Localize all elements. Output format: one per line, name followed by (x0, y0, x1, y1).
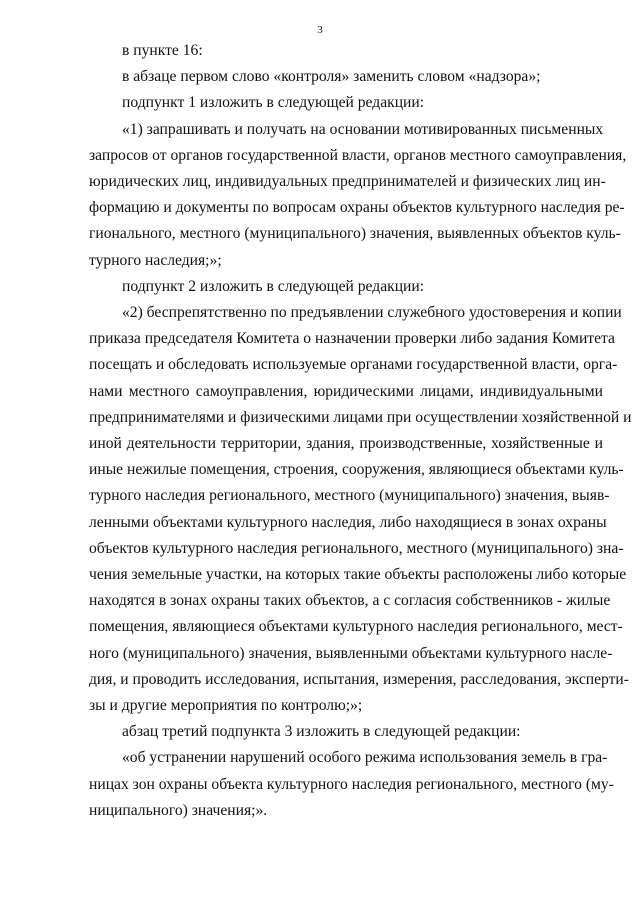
text-line: турного наследия;»; (89, 251, 222, 269)
text-line: формацию и документы по вопросам охраны объектов культурного наследия ре- (89, 199, 625, 217)
text-line: подпункт 1 изложить в следующей редакции: (122, 94, 425, 112)
document-body (89, 38, 632, 824)
text-line: дия, и проводить исследования, испытания, измерения, расследования, эксперти- (89, 670, 629, 688)
page-number: 3 (317, 24, 323, 36)
text-line: приказа председателя Комитета о назначении проверки либо задания Комитета (89, 330, 615, 348)
text-line: посещать и обследовать используемые органами государственной власти, орга- (89, 356, 618, 374)
text-line: предпринимателями и физическими лицами при осуществлении хозяйственной и (89, 408, 632, 426)
text-line: иные нежилые помещения, строения, сооружения, являющиеся объектами куль- (89, 461, 624, 479)
paragraph (89, 38, 603, 64)
text-line: находятся в зонах охраны таких объектов, а с согласия собственников - жилые (89, 592, 611, 610)
text-line: запросов от органов государственной власти, органов местного самоуправления, (89, 146, 627, 164)
text-line: турного наследия регионального, местного (муниципального) значения, выяв- (89, 487, 610, 505)
text-line: иной деятельности территории, здания, производственные, хозяйственные и (89, 435, 603, 453)
text-line: зы и другие мероприятия по контролю;»; (89, 697, 363, 715)
text-line: абзац третий подпункта 3 изложить в следующей редакции: (122, 723, 521, 741)
text-line: в пункте 16: (122, 42, 203, 59)
text-line: подпункт 2 изложить в следующей редакции: (122, 277, 425, 295)
text-line: юридических лиц, индивидуальных предпринимателей и физических лиц ин- (89, 173, 606, 191)
text-line: помещения, являющиеся объектами культурного наследия регионального, мест- (89, 618, 623, 636)
text-line: чения земельные участки, на которых такие объекты расположены либо которые (89, 566, 627, 584)
paragraph (89, 117, 627, 274)
text-line: ниципального) значения;». (89, 801, 268, 819)
paragraph (89, 719, 603, 745)
paragraph (89, 300, 632, 719)
text-line: «1) запрашивать и получать на основании мотивированных письменных (122, 120, 604, 138)
text-line: «об устранении нарушений особого режима использования земель в гра- (122, 749, 608, 767)
paragraph (89, 64, 603, 90)
text-line: нами местного самоуправления, юридическими лицами, индивидуальными (89, 382, 603, 400)
text-line: ного (муниципального) значения, выявленными объектами культурного насле- (89, 644, 613, 662)
text-line: ленными объектами культурного наследия, либо находящиеся в зонах охраны (89, 513, 607, 531)
text-line: объектов культурного наследия регионального, местного (муниципального) зна- (89, 539, 624, 557)
paragraph (89, 90, 603, 116)
text-line: ницах зон охраны объекта культурного наследия регионального, местного (му- (89, 775, 614, 793)
text-line: «2) беспрепятственно по предъявлении служебного удостоверения и копии (122, 304, 622, 322)
paragraph (89, 745, 614, 824)
text-line: гионального, местного (муниципального) значения, выявленных объектов куль- (89, 225, 621, 243)
text-line: в абзаце первом слово «контроля» заменить словом «надзора»; (122, 68, 541, 86)
paragraph (89, 274, 603, 300)
